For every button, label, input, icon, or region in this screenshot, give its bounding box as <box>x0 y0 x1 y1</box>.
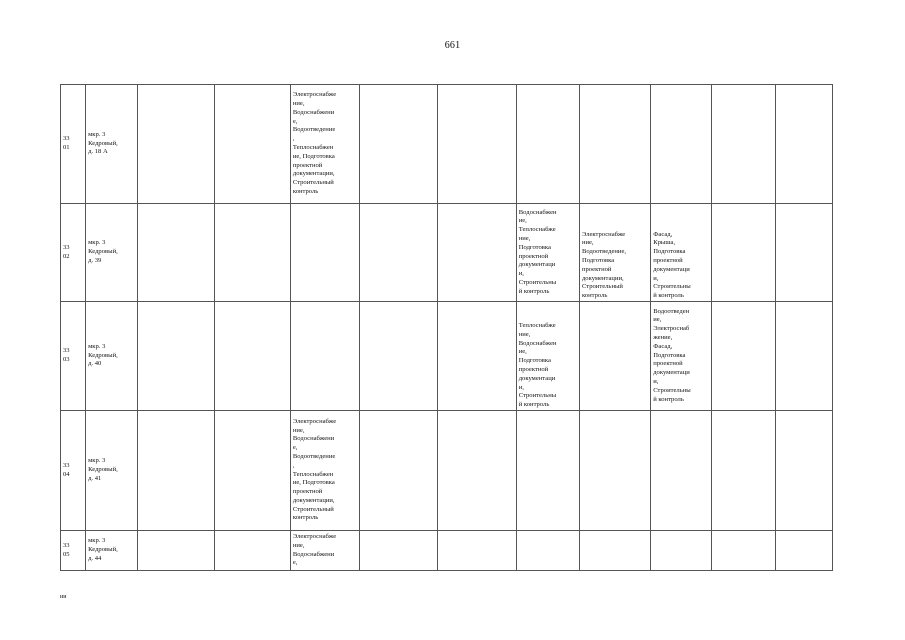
table-cell <box>214 204 290 302</box>
table-cell <box>775 85 832 204</box>
works-cell <box>579 411 650 531</box>
table-row <box>61 204 833 302</box>
table-cell <box>775 531 832 571</box>
works-cell: Фасад, Крыша, Подготовка проектной документаци и, Строительны й контроль <box>651 204 712 302</box>
row-number: 33 02 <box>61 204 86 302</box>
works-cell: Электроснабже ние, Водоснабжени е, Водоотведение , Теплоснабжен ие, Подготовка проектной документации, Строительный контроль <box>290 85 359 204</box>
table-cell <box>712 302 775 411</box>
table-cell <box>438 204 516 302</box>
works-cell <box>579 531 650 571</box>
address-cell: мкр. 3 Кедровый, д. 44 <box>86 531 138 571</box>
works-cell <box>516 411 579 531</box>
works-cell <box>516 531 579 571</box>
table-cell <box>138 411 214 531</box>
works-cell <box>651 531 712 571</box>
table-cell <box>138 531 214 571</box>
row-number: 33 03 <box>61 302 86 411</box>
table-cell <box>438 85 516 204</box>
table-cell <box>360 411 438 531</box>
table-cell <box>214 411 290 531</box>
table-cell <box>712 85 775 204</box>
table-cell <box>438 411 516 531</box>
table-row <box>61 85 833 204</box>
row-number: 33 01 <box>61 85 86 204</box>
works-cell: Теплоснабже ние, Водоснабжен ие, Подготовка проектной документаци и, Строительны й контроль <box>516 302 579 411</box>
page-number: 661 <box>444 40 461 51</box>
works-cell <box>651 411 712 531</box>
table-cell <box>438 531 516 571</box>
table-cell <box>360 204 438 302</box>
table-cell <box>360 531 438 571</box>
table-cell <box>775 302 832 411</box>
table-cell <box>775 204 832 302</box>
table-cell <box>360 85 438 204</box>
works-cell <box>516 85 579 204</box>
table-cell <box>214 85 290 204</box>
address-cell: мкр. 3 Кедровый, д. 39 <box>86 204 138 302</box>
row-number: 33 04 <box>61 411 86 531</box>
table-cell <box>360 302 438 411</box>
works-cell <box>290 302 359 411</box>
table-cell <box>775 411 832 531</box>
table-row <box>61 411 833 531</box>
works-cell: Водоснабжен ие, Теплоснабже ние, Подготовка проектной документаци и, Строительны й контроль <box>516 204 579 302</box>
address-cell: мкр. 3 Кедровый, д. 18 А <box>86 85 138 204</box>
table-cell <box>712 411 775 531</box>
table-cell <box>712 531 775 571</box>
table-row <box>61 531 833 571</box>
works-cell: Электроснабже ние, Водоотведение, Подготовка проектной документации, Строительный контроль <box>579 204 650 302</box>
works-cell <box>651 85 712 204</box>
works-cell: Водоотведен ие, Электроснаб жение, Фасад, Подготовка проектной документаци и, Строительны й контроль <box>651 302 712 411</box>
row-number: 33 05 <box>61 531 86 571</box>
works-table <box>60 84 833 571</box>
table-cell <box>712 204 775 302</box>
table-cell <box>438 302 516 411</box>
works-cell <box>579 85 650 204</box>
table-cell <box>138 204 214 302</box>
table-cell <box>214 531 290 571</box>
works-cell: Электроснабже ние, Водоснабжени е, Водоотведение , Теплоснабжен ие, Подготовка проектной документации, Строительный контроль <box>290 411 359 531</box>
table-row <box>61 302 833 411</box>
works-cell <box>290 204 359 302</box>
footer-mark: ии <box>60 594 67 600</box>
table-cell <box>214 302 290 411</box>
address-cell: мкр. 3 Кедровый, д. 40 <box>86 302 138 411</box>
address-cell: мкр. 3 Кедровый, д. 41 <box>86 411 138 531</box>
table-cell <box>138 302 214 411</box>
works-cell <box>579 302 650 411</box>
table-cell <box>138 85 214 204</box>
works-cell: Электроснабже ние, Водоснабжени е, <box>290 531 359 571</box>
